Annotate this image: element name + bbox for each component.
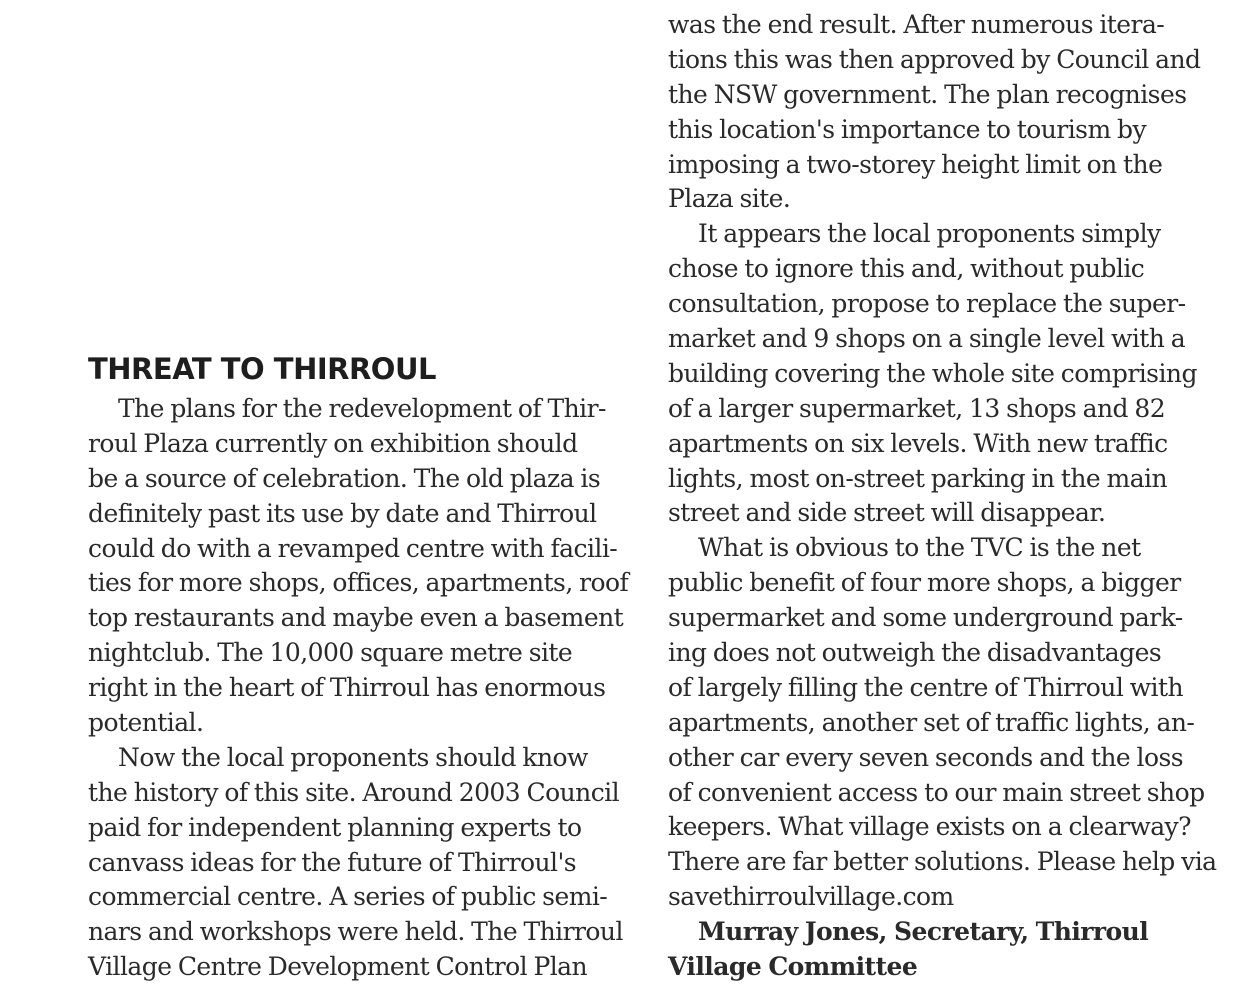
right-column-line: tions this was then approved by Council and (668, 44, 1201, 74)
right-column-line: street and side street will disappear. (668, 498, 1106, 528)
left-column-line: right in the heart of Thirroul has enormous (88, 673, 606, 703)
letter-headline: THREAT TO THIRROUL (88, 352, 436, 386)
right-column-line: ing does not outweigh the disadvantages (668, 638, 1162, 668)
right-column-line: Plaza site. (668, 184, 791, 214)
left-column-line: the history of this site. Around 2003 Council (88, 777, 620, 807)
right-column-line: chose to ignore this and, without public (668, 254, 1145, 284)
left-column-line: The plans for the redevelopment of Thir- (118, 394, 606, 423)
right-column-line: this location's importance to tourism by (668, 114, 1147, 144)
right-column-line: building covering the whole site comprising (668, 358, 1197, 388)
left-column-line: top restaurants and maybe even a basement (88, 603, 624, 633)
left-column-line: paid for independent planning experts to (88, 812, 582, 842)
right-column-line: the NSW government. The plan recognises (668, 79, 1187, 109)
left-column-line: potential. (88, 708, 204, 738)
letter-signature (668, 915, 1228, 985)
left-column-line: commercial centre. A series of public semi- (88, 882, 608, 912)
left-column-line: nars and workshops were held. The Thirroul (88, 917, 623, 947)
right-column-line: It appears the local proponents simply (698, 219, 1161, 249)
right-column-line: of a larger supermarket, 13 shops and 82 (668, 393, 1166, 423)
left-column-line: nightclub. The 10,000 square metre site (88, 638, 573, 668)
left-column (88, 350, 648, 985)
right-column-line: consultation, propose to replace the super- (668, 289, 1186, 319)
right-column-line: apartments on six levels. With new traffic (668, 428, 1168, 458)
right-column-line: lights, most on-street parking in the main (668, 463, 1168, 493)
left-column-line: ties for more shops, offices, apartments, roof (88, 568, 629, 598)
right-column-line: What is obvious to the TVC is the net (698, 533, 1141, 563)
right-column-line: supermarket and some underground park- (668, 603, 1183, 633)
left-column-line: Now the local proponents should know (118, 742, 588, 772)
right-column-line: of largely filling the centre of Thirroul with (668, 672, 1184, 702)
left-column-line: could do with a revamped centre with facili- (88, 533, 618, 563)
right-column-body (668, 8, 1228, 915)
right-column (668, 8, 1228, 985)
left-column-line: be a source of celebration. The old plaza is (88, 463, 601, 493)
left-column-line: canvass ideas for the future of Thirroul's (88, 847, 577, 877)
signature-line: Village Committee (668, 952, 918, 982)
right-column-line: was the end result. After numerous itera- (668, 10, 1165, 39)
right-column-line: There are far better solutions. Please help via (668, 847, 1217, 877)
left-column-line: Village Centre Development Control Plan (88, 952, 588, 982)
signature-line: Murray Jones, Secretary, Thirroul (698, 917, 1149, 947)
right-column-line: market and 9 shops on a single level with a (668, 324, 1186, 354)
right-column-line: imposing a two-storey height limit on the (668, 149, 1163, 179)
right-column-line: keepers. What village exists on a clearway? (668, 812, 1191, 842)
left-column-line: roul Plaza currently on exhibition should (88, 428, 578, 458)
right-column-line: of convenient access to our main street shop (668, 777, 1205, 807)
left-column-body (88, 392, 648, 985)
right-column-line: other car every seven seconds and the loss (668, 742, 1184, 772)
left-column-line: definitely past its use by date and Thirroul (88, 498, 597, 528)
right-column-line: public benefit of four more shops, a bigger (668, 568, 1181, 598)
right-column-line: apartments, another set of traffic lights, an- (668, 707, 1195, 737)
right-column-line: savethirroulvillage.com (668, 882, 954, 912)
